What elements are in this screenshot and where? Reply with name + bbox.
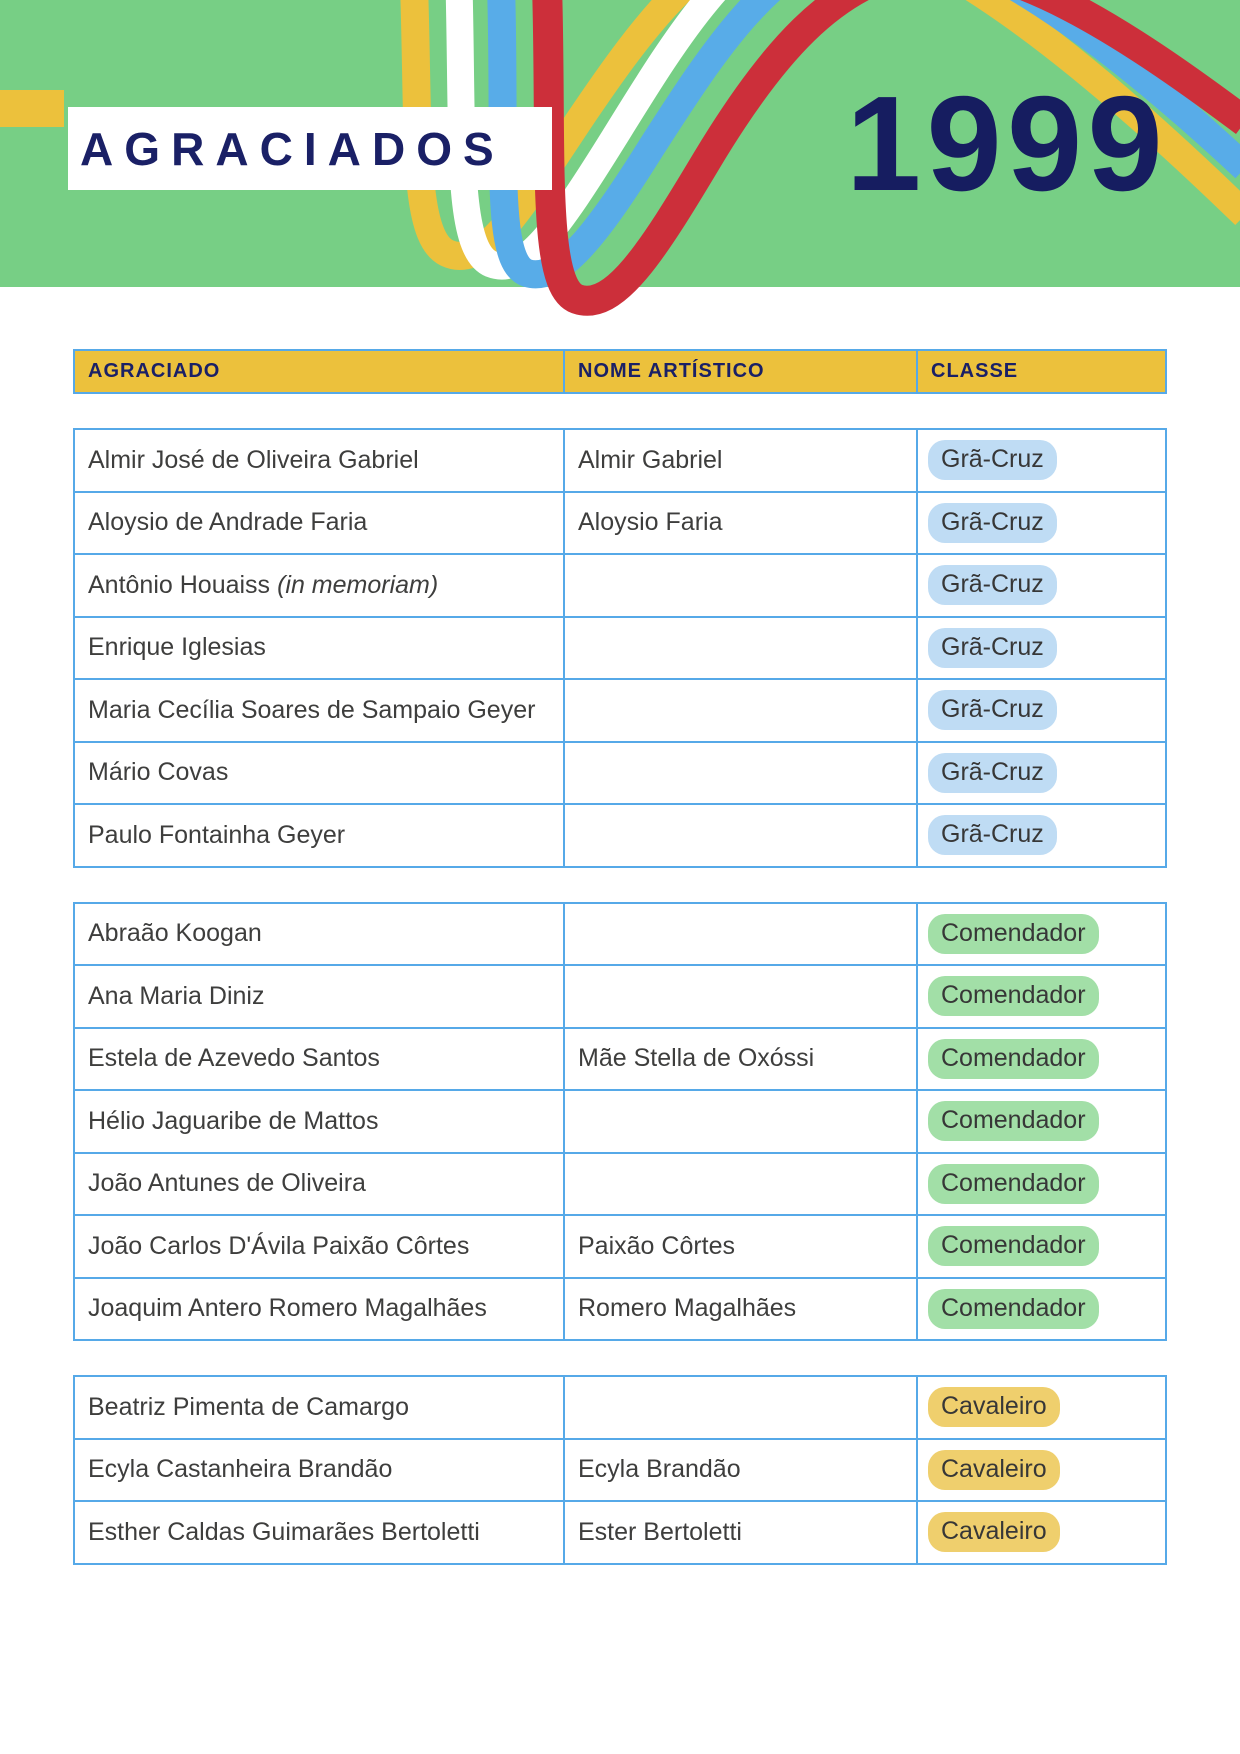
cell-agraciado xyxy=(75,904,565,965)
honoree-name: Ana Maria Diniz xyxy=(88,981,265,1010)
cell-nome-artistico: Ecyla Brandão xyxy=(565,1440,918,1501)
cell-nome-artistico xyxy=(565,1154,918,1215)
table-row xyxy=(75,1089,1165,1152)
cell-agraciado xyxy=(75,1029,565,1090)
cell-agraciado xyxy=(75,1216,565,1277)
class-badge: Grã-Cruz xyxy=(928,690,1057,730)
honoree-name: Mário Covas xyxy=(88,758,229,787)
table-row xyxy=(75,803,1165,866)
table-row xyxy=(75,1027,1165,1090)
honoree-name: Abraão Koogan xyxy=(88,919,262,948)
cell-classe xyxy=(918,1154,1165,1215)
cell-nome-artistico: Paixão Côrtes xyxy=(565,1216,918,1277)
class-badge: Cavaleiro xyxy=(928,1512,1060,1552)
in-memoriam-note: (in memoriam) xyxy=(277,570,439,599)
cell-classe xyxy=(918,1440,1165,1501)
honoree-name: Almir José de Oliveira Gabriel xyxy=(88,445,419,474)
class-badge: Grã-Cruz xyxy=(928,565,1057,605)
cell-nome-artistico xyxy=(565,966,918,1027)
header-agraciado: AGRACIADO xyxy=(75,351,565,392)
honoree-name: Antônio Houaiss xyxy=(88,570,271,599)
table-row xyxy=(75,1377,1165,1438)
class-badge: Grã-Cruz xyxy=(928,815,1057,855)
table-row xyxy=(75,1500,1165,1563)
table-row xyxy=(75,964,1165,1027)
yellow-chip-decoration xyxy=(0,90,64,127)
class-badge: Comendador xyxy=(928,1226,1099,1266)
class-badge: Grã-Cruz xyxy=(928,440,1057,480)
class-badge: Grã-Cruz xyxy=(928,503,1057,543)
honoree-name: Ecyla Castanheira Brandão xyxy=(88,1455,393,1484)
cell-classe xyxy=(918,1091,1165,1152)
cell-nome-artistico: Ester Bertoletti xyxy=(565,1502,918,1563)
cell-classe xyxy=(918,430,1165,491)
year-label: 1999 xyxy=(846,68,1168,219)
honoree-name: Maria Cecília Soares de Sampaio Geyer xyxy=(88,695,536,724)
cell-agraciado xyxy=(75,1377,565,1438)
cell-agraciado xyxy=(75,805,565,866)
cell-agraciado xyxy=(75,1091,565,1152)
cell-classe xyxy=(918,1502,1165,1563)
table-header-row xyxy=(73,349,1167,394)
cell-classe xyxy=(918,743,1165,804)
cell-nome-artistico: Romero Magalhães xyxy=(565,1279,918,1340)
header-nome-artistico: NOME ARTÍSTICO xyxy=(565,351,918,392)
class-badge: Comendador xyxy=(928,1101,1099,1141)
cell-agraciado xyxy=(75,680,565,741)
table-row xyxy=(75,741,1165,804)
title-band xyxy=(68,107,552,190)
class-badge: Comendador xyxy=(928,1289,1099,1329)
cell-agraciado xyxy=(75,555,565,616)
cell-classe xyxy=(918,1377,1165,1438)
class-badge: Cavaleiro xyxy=(928,1450,1060,1490)
honoree-name: Paulo Fontainha Geyer xyxy=(88,820,346,849)
honoree-name: Joaquim Antero Romero Magalhães xyxy=(88,1294,487,1323)
class-badge: Grã-Cruz xyxy=(928,628,1057,668)
honoree-name: Enrique Iglesias xyxy=(88,633,266,662)
table xyxy=(73,287,1167,1565)
table-row xyxy=(75,678,1165,741)
honoree-name: Beatriz Pimenta de Camargo xyxy=(88,1392,409,1421)
table-row xyxy=(75,430,1165,491)
table-row xyxy=(75,616,1165,679)
cell-nome-artistico xyxy=(565,680,918,741)
cell-nome-artistico: Mãe Stella de Oxóssi xyxy=(565,1029,918,1090)
cell-agraciado xyxy=(75,618,565,679)
cell-agraciado xyxy=(75,966,565,1027)
honoree-name: Hélio Jaguaribe de Mattos xyxy=(88,1106,379,1135)
cell-nome-artistico xyxy=(565,743,918,804)
class-badge: Comendador xyxy=(928,1039,1099,1079)
cell-agraciado xyxy=(75,493,565,554)
class-badge: Grã-Cruz xyxy=(928,753,1057,793)
class-badge: Comendador xyxy=(928,1164,1099,1204)
group-box xyxy=(73,902,1167,1342)
table-row xyxy=(75,904,1165,965)
cell-classe xyxy=(918,1279,1165,1340)
class-badge: Comendador xyxy=(928,914,1099,954)
cell-classe xyxy=(918,904,1165,965)
cell-agraciado xyxy=(75,743,565,804)
cell-agraciado xyxy=(75,1502,565,1563)
cell-nome-artistico xyxy=(565,1377,918,1438)
table-row xyxy=(75,1277,1165,1340)
honoree-name: Aloysio de Andrade Faria xyxy=(88,508,368,537)
table-row xyxy=(75,1438,1165,1501)
cell-nome-artistico: Aloysio Faria xyxy=(565,493,918,554)
table-row xyxy=(75,553,1165,616)
cell-classe xyxy=(918,1029,1165,1090)
cell-classe xyxy=(918,555,1165,616)
honoree-name: João Antunes de Oliveira xyxy=(88,1169,366,1198)
table-row xyxy=(75,491,1165,554)
banner xyxy=(0,0,1240,287)
honoree-name: Estela de Azevedo Santos xyxy=(88,1044,380,1073)
class-badge: Comendador xyxy=(928,976,1099,1016)
cell-agraciado xyxy=(75,1440,565,1501)
cell-classe xyxy=(918,493,1165,554)
cell-classe xyxy=(918,680,1165,741)
cell-nome-artistico xyxy=(565,904,918,965)
cell-nome-artistico xyxy=(565,555,918,616)
cell-nome-artistico xyxy=(565,805,918,866)
honoree-name: João Carlos D'Ávila Paixão Côrtes xyxy=(88,1231,470,1260)
cell-agraciado xyxy=(75,1279,565,1340)
header-classe: CLASSE xyxy=(931,360,1019,382)
cell-classe xyxy=(918,966,1165,1027)
group-box xyxy=(73,1375,1167,1565)
honoree-name: Esther Caldas Guimarães Bertoletti xyxy=(88,1517,480,1546)
class-badge: Cavaleiro xyxy=(928,1387,1060,1427)
cell-nome-artistico xyxy=(565,1091,918,1152)
cell-nome-artistico: Almir Gabriel xyxy=(565,430,918,491)
cell-nome-artistico xyxy=(565,618,918,679)
cell-classe xyxy=(918,618,1165,679)
cell-classe xyxy=(918,1216,1165,1277)
table-row xyxy=(75,1152,1165,1215)
cell-agraciado xyxy=(75,1154,565,1215)
cell-classe xyxy=(918,805,1165,866)
group-box xyxy=(73,428,1167,868)
table-groups xyxy=(73,428,1167,1565)
cell-agraciado xyxy=(75,430,565,491)
table-row xyxy=(75,1214,1165,1277)
page-title: AGRACIADOS xyxy=(80,122,505,175)
